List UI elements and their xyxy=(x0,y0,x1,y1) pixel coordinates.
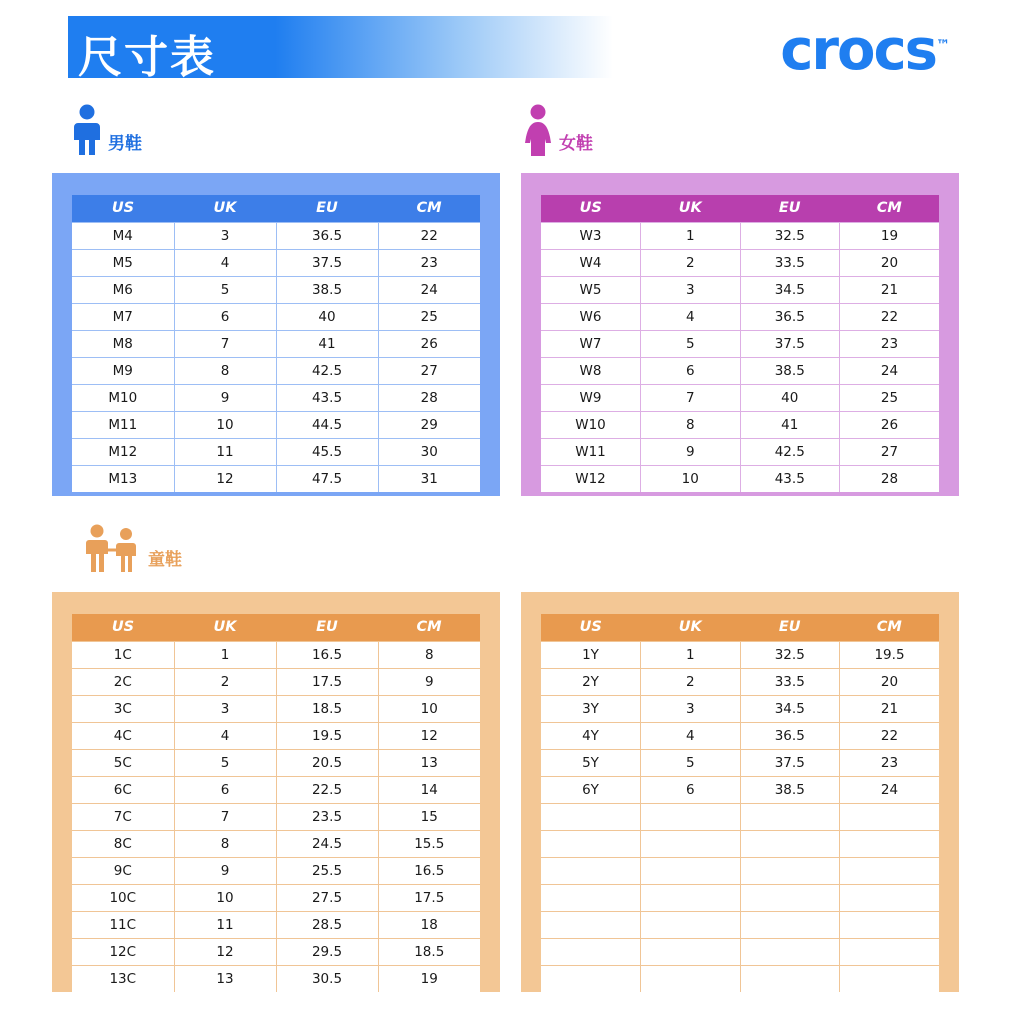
table-cell-eu: 43.5 xyxy=(740,466,840,493)
table-cell-us: M13 xyxy=(72,466,174,493)
table-cell-uk: 5 xyxy=(174,750,276,777)
table-cell-eu: 18.5 xyxy=(276,696,378,723)
table-cell-us xyxy=(541,912,641,939)
table-cell-eu: 34.5 xyxy=(740,277,840,304)
table-cell-cm: 12 xyxy=(378,723,480,750)
table-cell-cm: 27 xyxy=(378,358,480,385)
kids-y-table-body xyxy=(541,642,939,993)
table-row xyxy=(541,696,939,723)
column-header-cm: CM xyxy=(378,195,480,223)
table-cell-cm xyxy=(840,966,940,993)
table-cell-uk: 9 xyxy=(641,439,741,466)
table-header-row xyxy=(541,195,939,223)
table-cell-eu: 36.5 xyxy=(740,723,840,750)
table-cell-eu xyxy=(740,912,840,939)
table-row xyxy=(541,966,939,993)
column-header-cm: CM xyxy=(378,614,480,642)
kids-y-size-table xyxy=(541,614,939,992)
column-header-cm: CM xyxy=(840,614,940,642)
women-table-body xyxy=(541,223,939,493)
table-row xyxy=(541,939,939,966)
title-banner xyxy=(68,16,613,83)
table-row xyxy=(541,223,939,250)
table-cell-eu: 47.5 xyxy=(276,466,378,493)
table-cell-cm: 24 xyxy=(840,358,940,385)
table-cell-uk: 9 xyxy=(174,385,276,412)
table-cell-eu: 33.5 xyxy=(740,250,840,277)
table-cell-cm: 22 xyxy=(378,223,480,250)
column-header-uk: UK xyxy=(641,614,741,642)
table-cell-uk: 3 xyxy=(174,223,276,250)
table-cell-us xyxy=(541,858,641,885)
table-row xyxy=(541,331,939,358)
table-cell-uk xyxy=(641,966,741,993)
table-cell-eu: 36.5 xyxy=(276,223,378,250)
table-cell-cm: 26 xyxy=(840,412,940,439)
table-cell-uk xyxy=(641,885,741,912)
table-cell-cm: 10 xyxy=(378,696,480,723)
table-cell-cm: 18 xyxy=(378,912,480,939)
table-cell-uk: 7 xyxy=(641,385,741,412)
table-cell-eu xyxy=(740,885,840,912)
kids-c-size-table-card xyxy=(52,592,500,992)
men-table-body xyxy=(72,223,480,493)
table-cell-eu: 30.5 xyxy=(276,966,378,993)
column-header-us: US xyxy=(541,195,641,223)
table-cell-cm: 8 xyxy=(378,642,480,669)
table-cell-eu xyxy=(740,858,840,885)
table-cell-uk xyxy=(641,804,741,831)
table-row xyxy=(72,939,480,966)
table-cell-eu: 44.5 xyxy=(276,412,378,439)
table-cell-us: 8C xyxy=(72,831,174,858)
table-cell-eu xyxy=(740,831,840,858)
table-cell-uk: 4 xyxy=(174,723,276,750)
table-cell-cm: 18.5 xyxy=(378,939,480,966)
table-row xyxy=(541,385,939,412)
table-cell-cm: 15.5 xyxy=(378,831,480,858)
table-cell-cm: 27 xyxy=(840,439,940,466)
table-row xyxy=(541,466,939,493)
table-cell-cm: 16.5 xyxy=(378,858,480,885)
table-cell-uk: 3 xyxy=(641,696,741,723)
table-row xyxy=(72,358,480,385)
table-cell-eu xyxy=(740,966,840,993)
table-row xyxy=(72,642,480,669)
table-row xyxy=(72,777,480,804)
table-cell-uk: 11 xyxy=(174,912,276,939)
table-cell-us: W5 xyxy=(541,277,641,304)
table-cell-uk: 13 xyxy=(174,966,276,993)
table-cell-eu: 32.5 xyxy=(740,642,840,669)
table-cell-us: W7 xyxy=(541,331,641,358)
table-cell-us xyxy=(541,804,641,831)
table-cell-cm: 20 xyxy=(840,669,940,696)
table-cell-cm: 20 xyxy=(840,250,940,277)
table-cell-eu: 19.5 xyxy=(276,723,378,750)
table-cell-cm: 22 xyxy=(840,304,940,331)
kids-y-size-table-card xyxy=(521,592,959,992)
kids-c-table-body xyxy=(72,642,480,993)
table-cell-cm: 23 xyxy=(378,250,480,277)
table-cell-cm xyxy=(840,885,940,912)
column-header-eu: EU xyxy=(740,614,840,642)
table-row xyxy=(72,412,480,439)
table-cell-eu: 42.5 xyxy=(276,358,378,385)
table-row xyxy=(541,750,939,777)
table-cell-cm: 17.5 xyxy=(378,885,480,912)
table-cell-uk: 2 xyxy=(641,250,741,277)
table-cell-us: 5Y xyxy=(541,750,641,777)
page-header xyxy=(68,16,958,83)
table-cell-eu: 23.5 xyxy=(276,804,378,831)
table-cell-eu: 16.5 xyxy=(276,642,378,669)
page-title: 尺寸表 xyxy=(78,32,216,83)
table-cell-cm: 30 xyxy=(378,439,480,466)
table-header-row xyxy=(72,614,480,642)
table-cell-eu xyxy=(740,804,840,831)
column-header-eu: EU xyxy=(276,614,378,642)
table-cell-cm: 19 xyxy=(840,223,940,250)
column-header-uk: UK xyxy=(174,195,276,223)
table-cell-cm: 28 xyxy=(378,385,480,412)
table-cell-uk: 10 xyxy=(174,412,276,439)
table-cell-eu: 32.5 xyxy=(740,223,840,250)
table-cell-eu: 42.5 xyxy=(740,439,840,466)
table-cell-eu: 22.5 xyxy=(276,777,378,804)
table-cell-us: M10 xyxy=(72,385,174,412)
table-cell-eu xyxy=(740,939,840,966)
table-cell-us xyxy=(541,939,641,966)
column-header-eu: EU xyxy=(740,195,840,223)
table-cell-uk: 5 xyxy=(641,750,741,777)
table-cell-us: M9 xyxy=(72,358,174,385)
table-cell-us: 3C xyxy=(72,696,174,723)
table-row xyxy=(72,858,480,885)
kids-c-size-table xyxy=(72,614,480,992)
section-label-men: 男鞋 xyxy=(108,134,142,154)
table-cell-us: 3Y xyxy=(541,696,641,723)
table-row xyxy=(541,723,939,750)
table-cell-eu: 36.5 xyxy=(740,304,840,331)
table-cell-uk: 9 xyxy=(174,858,276,885)
table-cell-eu: 17.5 xyxy=(276,669,378,696)
table-cell-us: W9 xyxy=(541,385,641,412)
table-cell-cm: 28 xyxy=(840,466,940,493)
table-row xyxy=(72,669,480,696)
table-cell-eu: 41 xyxy=(740,412,840,439)
table-cell-uk xyxy=(641,858,741,885)
table-cell-cm: 25 xyxy=(840,385,940,412)
table-row xyxy=(72,466,480,493)
table-cell-uk: 4 xyxy=(641,304,741,331)
table-row xyxy=(541,412,939,439)
table-cell-us: W10 xyxy=(541,412,641,439)
table-cell-cm xyxy=(840,939,940,966)
table-cell-cm: 9 xyxy=(378,669,480,696)
table-cell-cm: 23 xyxy=(840,750,940,777)
table-cell-uk: 4 xyxy=(174,250,276,277)
table-cell-us: 2C xyxy=(72,669,174,696)
table-cell-uk: 6 xyxy=(641,358,741,385)
table-cell-uk: 3 xyxy=(174,696,276,723)
section-label-women: 女鞋 xyxy=(559,134,593,154)
table-cell-eu: 45.5 xyxy=(276,439,378,466)
table-cell-uk: 6 xyxy=(641,777,741,804)
children-figures-icon xyxy=(82,524,144,572)
table-cell-uk: 12 xyxy=(174,466,276,493)
section-label-kids: 童鞋 xyxy=(148,550,182,570)
table-cell-us: M4 xyxy=(72,223,174,250)
table-cell-us: M6 xyxy=(72,277,174,304)
table-cell-us xyxy=(541,831,641,858)
table-cell-eu: 40 xyxy=(276,304,378,331)
table-cell-us: 1Y xyxy=(541,642,641,669)
table-cell-us: W11 xyxy=(541,439,641,466)
column-header-cm: CM xyxy=(840,195,940,223)
column-header-uk: UK xyxy=(174,614,276,642)
table-cell-cm xyxy=(840,804,940,831)
table-cell-cm: 19 xyxy=(378,966,480,993)
table-cell-us: 11C xyxy=(72,912,174,939)
table-cell-cm: 21 xyxy=(840,277,940,304)
table-row xyxy=(72,966,480,993)
table-cell-eu: 38.5 xyxy=(740,777,840,804)
table-cell-cm: 24 xyxy=(378,277,480,304)
table-cell-uk: 8 xyxy=(174,831,276,858)
table-cell-cm: 15 xyxy=(378,804,480,831)
table-row xyxy=(72,385,480,412)
table-cell-uk: 11 xyxy=(174,439,276,466)
table-cell-us: M11 xyxy=(72,412,174,439)
section-heading-women xyxy=(521,104,593,156)
female-figure-icon xyxy=(521,104,555,156)
table-cell-us: 6C xyxy=(72,777,174,804)
table-header-row xyxy=(72,195,480,223)
table-cell-uk: 1 xyxy=(641,223,741,250)
table-cell-uk: 1 xyxy=(641,642,741,669)
table-row xyxy=(72,331,480,358)
section-heading-men xyxy=(70,104,142,156)
table-cell-us: 4Y xyxy=(541,723,641,750)
table-cell-us: 6Y xyxy=(541,777,641,804)
column-header-us: US xyxy=(541,614,641,642)
table-cell-us: 12C xyxy=(72,939,174,966)
table-row xyxy=(541,858,939,885)
men-size-table xyxy=(72,195,480,492)
table-row xyxy=(541,669,939,696)
table-cell-us xyxy=(541,966,641,993)
table-cell-cm xyxy=(840,831,940,858)
table-cell-eu: 25.5 xyxy=(276,858,378,885)
column-header-uk: UK xyxy=(641,195,741,223)
table-cell-cm: 13 xyxy=(378,750,480,777)
table-cell-uk: 4 xyxy=(641,723,741,750)
table-cell-eu: 40 xyxy=(740,385,840,412)
table-cell-us: M12 xyxy=(72,439,174,466)
table-row xyxy=(541,304,939,331)
table-row xyxy=(541,439,939,466)
table-cell-uk: 3 xyxy=(641,277,741,304)
table-cell-uk xyxy=(641,939,741,966)
table-cell-uk: 7 xyxy=(174,331,276,358)
table-cell-uk: 8 xyxy=(641,412,741,439)
table-row xyxy=(72,831,480,858)
table-cell-eu: 34.5 xyxy=(740,696,840,723)
table-cell-eu: 37.5 xyxy=(740,750,840,777)
table-cell-uk: 10 xyxy=(174,885,276,912)
table-cell-us: 9C xyxy=(72,858,174,885)
table-cell-us: 1C xyxy=(72,642,174,669)
table-cell-us: M7 xyxy=(72,304,174,331)
table-cell-us: 10C xyxy=(72,885,174,912)
section-heading-kids xyxy=(82,524,182,572)
table-cell-eu: 28.5 xyxy=(276,912,378,939)
table-row xyxy=(72,696,480,723)
table-row xyxy=(72,223,480,250)
women-size-table-card xyxy=(521,173,959,496)
table-cell-uk: 5 xyxy=(174,277,276,304)
table-cell-cm xyxy=(840,858,940,885)
table-cell-us: 4C xyxy=(72,723,174,750)
table-cell-cm: 24 xyxy=(840,777,940,804)
table-cell-cm: 29 xyxy=(378,412,480,439)
table-cell-us: 13C xyxy=(72,966,174,993)
table-cell-eu: 43.5 xyxy=(276,385,378,412)
table-cell-us: W4 xyxy=(541,250,641,277)
table-cell-uk: 8 xyxy=(174,358,276,385)
table-cell-cm: 25 xyxy=(378,304,480,331)
table-cell-us: M5 xyxy=(72,250,174,277)
table-cell-cm: 31 xyxy=(378,466,480,493)
table-row xyxy=(541,885,939,912)
table-cell-us: 7C xyxy=(72,804,174,831)
table-cell-eu: 37.5 xyxy=(276,250,378,277)
table-cell-us xyxy=(541,885,641,912)
table-row xyxy=(541,912,939,939)
table-cell-uk: 5 xyxy=(641,331,741,358)
table-row xyxy=(72,439,480,466)
table-row xyxy=(541,831,939,858)
column-header-us: US xyxy=(72,614,174,642)
table-cell-cm: 23 xyxy=(840,331,940,358)
table-cell-uk: 2 xyxy=(174,669,276,696)
table-row xyxy=(541,358,939,385)
column-header-eu: EU xyxy=(276,195,378,223)
table-cell-us: W6 xyxy=(541,304,641,331)
table-row xyxy=(541,642,939,669)
table-cell-uk: 6 xyxy=(174,777,276,804)
table-cell-us: 5C xyxy=(72,750,174,777)
table-cell-us: W3 xyxy=(541,223,641,250)
table-cell-uk: 7 xyxy=(174,804,276,831)
column-header-us: US xyxy=(72,195,174,223)
table-cell-us: W12 xyxy=(541,466,641,493)
table-cell-us: W8 xyxy=(541,358,641,385)
trademark-symbol: ™ xyxy=(936,37,950,54)
table-cell-us: 2Y xyxy=(541,669,641,696)
table-cell-uk: 6 xyxy=(174,304,276,331)
women-size-table xyxy=(541,195,939,492)
table-header-row xyxy=(541,614,939,642)
table-cell-uk: 2 xyxy=(641,669,741,696)
table-cell-uk: 10 xyxy=(641,466,741,493)
table-cell-eu: 20.5 xyxy=(276,750,378,777)
table-row xyxy=(72,277,480,304)
table-row xyxy=(72,804,480,831)
table-row xyxy=(72,750,480,777)
table-cell-eu: 38.5 xyxy=(740,358,840,385)
table-row xyxy=(72,304,480,331)
table-row xyxy=(72,723,480,750)
brand-name: crocs xyxy=(780,18,936,83)
table-cell-eu: 29.5 xyxy=(276,939,378,966)
table-row xyxy=(541,250,939,277)
table-cell-uk xyxy=(641,912,741,939)
table-row xyxy=(72,912,480,939)
table-cell-cm xyxy=(840,912,940,939)
table-cell-eu: 38.5 xyxy=(276,277,378,304)
table-cell-uk: 12 xyxy=(174,939,276,966)
table-cell-us: M8 xyxy=(72,331,174,358)
table-cell-eu: 27.5 xyxy=(276,885,378,912)
table-cell-uk: 1 xyxy=(174,642,276,669)
table-cell-cm: 14 xyxy=(378,777,480,804)
crocs-logo xyxy=(780,18,950,83)
table-cell-eu: 24.5 xyxy=(276,831,378,858)
table-cell-uk xyxy=(641,831,741,858)
table-cell-eu: 41 xyxy=(276,331,378,358)
table-row xyxy=(541,777,939,804)
table-cell-eu: 33.5 xyxy=(740,669,840,696)
table-row xyxy=(72,885,480,912)
male-figure-icon xyxy=(70,104,104,156)
table-cell-eu: 37.5 xyxy=(740,331,840,358)
table-cell-cm: 21 xyxy=(840,696,940,723)
table-row xyxy=(541,277,939,304)
table-cell-cm: 26 xyxy=(378,331,480,358)
table-cell-cm: 19.5 xyxy=(840,642,940,669)
men-size-table-card xyxy=(52,173,500,496)
table-row xyxy=(541,804,939,831)
table-cell-cm: 22 xyxy=(840,723,940,750)
table-row xyxy=(72,250,480,277)
